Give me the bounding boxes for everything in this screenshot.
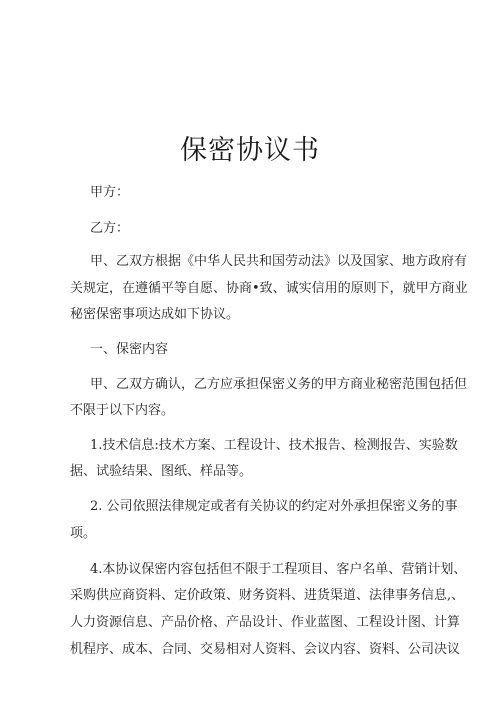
item-2-line-1: 2. 公司依照法律规定或者有关协议的约定对外承担保密义务的事 bbox=[90, 499, 458, 514]
party-b-line: 乙方： bbox=[90, 221, 130, 236]
document-title: 保密协议书 bbox=[180, 135, 320, 166]
section-1-heading: 一、保密内容 bbox=[90, 342, 169, 357]
section-1-line-2: 不限于以下内容。 bbox=[70, 403, 175, 418]
section-1-line-1: 甲、乙双方确认，乙方应承担保密义务的甲方商业秘密范围包括但 bbox=[90, 377, 468, 392]
intro-line-1: 甲、乙双方根据《中华人民共和国劳动法》以及国家、地方政府有 bbox=[90, 254, 468, 269]
item-1-line-2: 据、试验结果、图纸、样品等。 bbox=[70, 464, 253, 479]
item-4-line-2: 采购供应商资料、定价政策、财务资料、进货渠道、法律事务信息,、 bbox=[70, 588, 465, 603]
intro-line-2: 关规定，在遵循平等自愿、协商•致、诚实信用的原则下，就甲方商业 bbox=[70, 281, 468, 296]
item-4-line-4: 机程序、成本、合同、交易相对人资料、会议内容、资料、公司决议 bbox=[70, 642, 461, 657]
item-1-line-1: 1.技术信息:技术方案、工程设计、技术报告、检测报告、实验数 bbox=[90, 438, 458, 453]
item-2-line-2: 项。 bbox=[70, 526, 97, 541]
party-a-line: 甲方： bbox=[90, 185, 130, 200]
item-4-line-1: 4.本协议保密内容包括但不限于工程项目、客户名单、营销计划、 bbox=[90, 562, 467, 577]
intro-line-3: 秘密保密事项达成如下协议。 bbox=[70, 307, 240, 322]
item-4-line-3: 人力资源信息、产品价格、产品设计、作业蓝图、工程设计图、计算 bbox=[70, 615, 461, 630]
